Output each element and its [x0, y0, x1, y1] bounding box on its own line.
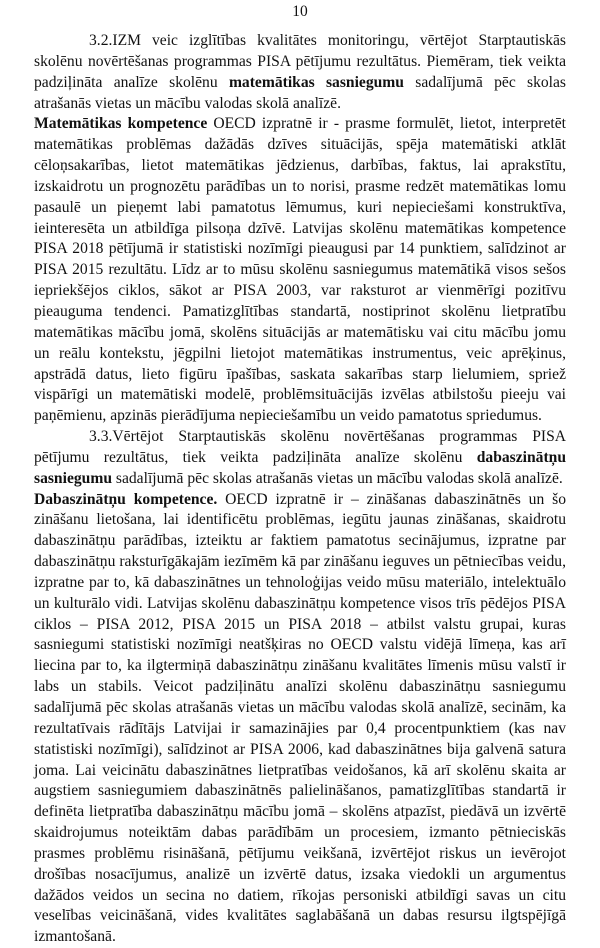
paragraph-text: sadalījumā pēc skolas atrašanās vietas un mācību valodas skolā analīzē.: [34, 73, 567, 112]
paragraph-text: sadalījumā pēc skolas atrašanās vietas un mācību valodas skolā analīzē.: [112, 469, 563, 487]
bold-term-science-competence: Dabaszinātņu kompetence.: [34, 490, 218, 508]
paragraph-3-3: [34, 427, 566, 490]
paragraph-text: OECD izpratnē ir – zināšanas dabaszinātnēs un šo zināšanu lietošana, lai identificētu problēmas, iegūtu jaunas zināšanas, skaidrotu dabaszinātņu parādības, izteiktu ar faktiem pamatotus secinājumus, izpratne par dabaszinātņu raksturīgākajām iezīmēm kā par zināšanu ieguves un pētniecības veidu, izpratne par to, kā dabaszinātnes un tehnoloģijas veido mūsu materiālo, intelektuālo un kulturālo vidi. Latvijas skolēnu dabaszinātņu kompetence visos trīs pēdējos PISA ciklos – PISA 2012, PISA 2015 un PISA 2018 – atbilst valstu grupai, kuras sasniegumi statistiski nozīmīgi neatšķiras no OECD valstu vidējā līmeņa, kas arī liecina par to, ka ilgtermiņā dabaszinātņu zināšanu kvalitātes līmenis mūsu valstī ir labs un stabils. Veicot padziļinātu analīzi skolēnu dabaszinātņu sasniegumu sadalījumā pēc skolas atrašanās vietas un mācību valodas skolā analīzē, secinām, ka rezultatīvais rādītājs Latvijai ir samazinājies par 0,4 procentpunktiem (kas nav statistiski nozīmīgi), salīdzinot ar PISA 2006, kad dabaszinātnes bija galvenā satura joma. Lai veicinātu dabaszinātnes lietpratības veidošanos, kā arī skolēnu skaita ar augstiem sasniegumiem dabaszinātnēs palielināšanos, pamatizglītības standartā ir definēta lietpratība dabaszinātņu mācību jomā – skolēns atpazīst, piedāvā un izvērtē skaidrojumus noteiktām dabas parādībām un procesiem, izmanto pētnieciskās prasmes problēmu risināšanā, pētījumu veikšanā, izvērtējot riskus un ievērojot drošības nosacījumus, analizē un izvērtē datus, izsaka viedokli un argumentus dažādos veidos un secina no datiem, rīkojas personiski atbildīgi savas un citu veselības veicināšanā, vides kvalitātes saglabāšanā un dabas resursu ilgtspējīgā izmantošanā.: [34, 490, 566, 946]
paragraph-text: 3.2.IZM veic izglītības kvalitātes monitoringu, vērtējot Starptautiskās skolēnu novērtēšanas programmas PISA pētījumu rezultātus. Piemēram, tiek veikta padziļināta analīze skolēnu: [34, 32, 566, 91]
paragraph-math-competence: [34, 114, 566, 427]
bold-term-math-competence: Matemātikas kompetence: [34, 115, 208, 133]
paragraph-text: 3.3.Vērtējot Starptautiskās skolēnu novērtēšanas programmas PISA pētījumu rezultātus, tiek veikta padziļināta analīze skolēnu: [34, 428, 566, 466]
document-body: [34, 31, 566, 948]
bold-term-science-achievement: dabaszinātņu sasniegumu: [34, 448, 566, 487]
paragraph-3-2: [34, 31, 566, 114]
page-number: 10: [292, 3, 308, 20]
bold-term-math-achievement: matemātikas sasniegumu: [228, 73, 404, 91]
paragraph-text: OECD izpratnē ir - prasme formulēt, lietot, interpretēt matemātikas problēmas dažādās dzīves situācijās, spēja matemātiski atklāt cēloņsakarības, lietot matemātikas jēdzienus, darbības, faktus, lai aprakstītu, izskaidrotu un prognozētu parādības un to norisi, prasme redzēt matemātikas lomu pasaulē un pieņemt labi pamatotus lēmumus, kuri nepieciešami konstruktīva, ieinteresēta un atbildīga pilsoņa dzīvē. Latvijas skolēnu matemātikas kompetence PISA 2018 pētījumā ir statistiski nozīmīgi pieaugusi par 14 punktiem, salīdzinot ar PISA 2015 rezultātu. Līdz ar to mūsu skolēnu sasniegumus matemātikā visos sešos iepriekšējos ciklos, sākot ar PISA 2003, var raksturot ar vienmērīgi pozitīvu pieauguma tendenci. Pamatizglītības standartā, nostiprinot skolēnu lietpratību matemātikas mācību jomā, skolēns situācijās ar matemātisku vai citu mācību jomu un reālu kontekstu, jēgpilni lietojot matemātikas instrumentus, veic aprēķinus, apstrādā datus, lieto figūru īpašības, saskata sakarības starp lielumiem, spriež vispārīgi un matemātiski modelē, problēmsituācijās izvēlas atbilstošu pieeju vai paņēmienu, apzinās pierādījuma nepieciešamību un veido pamatotus spriedumus.: [34, 115, 567, 425]
paragraph-science-competence: [34, 490, 566, 948]
